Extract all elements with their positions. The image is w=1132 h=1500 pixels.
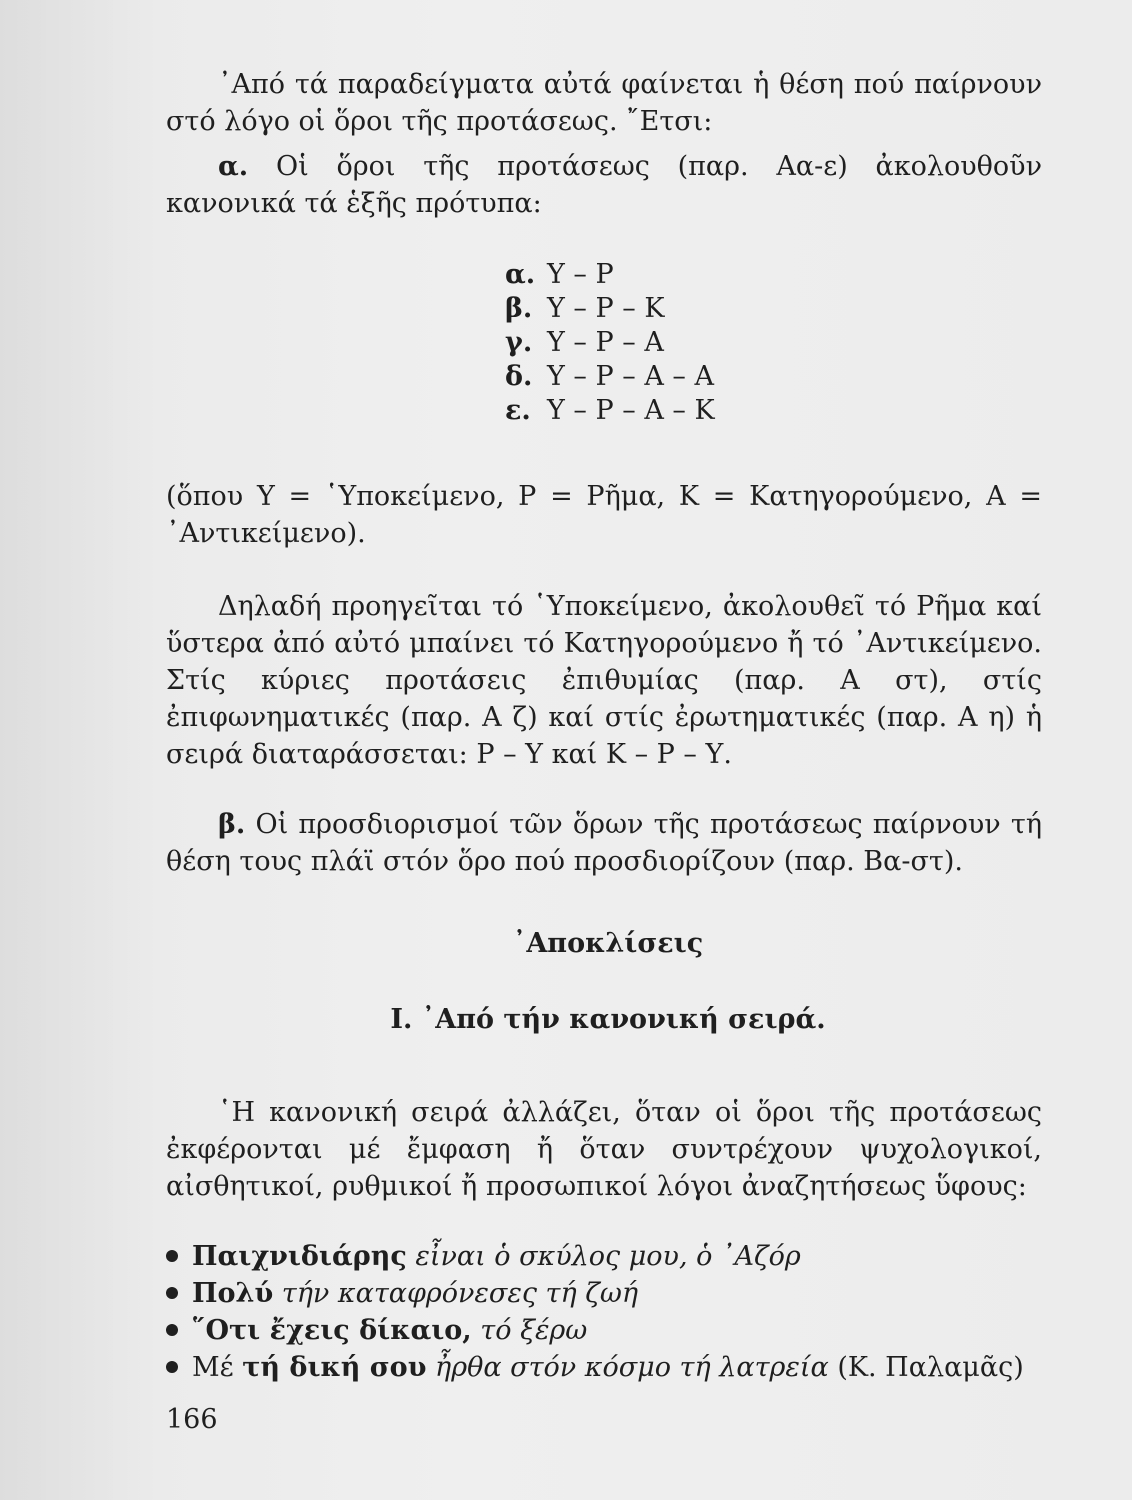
example-italic: εἶναι ὁ σκύλος μου, ὁ ᾿Αζόρ [415,1241,801,1272]
pattern-row [505,292,715,326]
list-item [166,1275,1046,1312]
pattern-text: Υ – Ρ – Α [547,327,664,358]
point-b-paragraph [166,806,1042,880]
example-attribution: (Κ. Παλαμᾶς) [837,1352,1024,1383]
example-bold: Πολύ [192,1278,274,1309]
point-a-text: Οἱ ὅροι τῆς προτάσεως (παρ. Αα-ε) ἀκολουθοῦν κανονικά τά ἑξῆς πρότυπα: [166,151,1042,219]
pattern-row [505,394,715,428]
legend-paragraph: (ὅπου Υ = ῾Υποκείμενο, Ρ = Ρῆμα, Κ = Κατηγορούμενο, Α = ᾿Αντικείμενο). [166,481,1042,549]
pattern-text: Υ – Ρ – Α – Α [547,361,714,392]
example-italic: ἦρθα στόν κόσμο τή λατρεία [435,1352,829,1383]
example-plain: Μέ [192,1352,234,1383]
pattern-text: Υ – Ρ [547,259,614,290]
page-number: 166 [166,1404,218,1435]
point-a-paragraph [166,148,1042,222]
pattern-label: δ. [505,361,533,392]
page-gutter-shadow [0,0,160,1500]
list-item [166,1312,1046,1349]
list-item [166,1238,1046,1275]
list-item [166,1349,1046,1386]
pattern-label: α. [505,259,536,290]
example-list [166,1238,1046,1386]
pattern-text: Υ – Ρ – Κ [547,293,665,324]
pattern-label: ε. [505,395,531,426]
subsection-heading: Ι. ᾿Από τήν κανονική σειρά. [390,1004,826,1035]
example-italic: τήν καταφρόνεσες τή ζωή [281,1278,639,1309]
deviation-paragraph: ῾Η κανονική σειρά ἀλλάζει, ὅταν οἱ ὅροι τῆς προτάσεως ἐκφέρονται μέ ἔμφαση ἤ ὅταν συντρέχουν ψυχολογικοί, αἰσθητικοί, ρυθμικοί ἤ προσωπικοί λόγοι ἀναζητήσεως ὕφους: [166,1097,1042,1202]
example-bold: Παιχνιδιάρης [192,1241,407,1272]
point-a-label: α. [218,151,249,182]
section-heading: ᾿Αποκλίσεις [512,928,704,959]
bullet-icon [166,1287,178,1299]
example-bold: ῞Οτι ἔχεις δίκαιο, [192,1315,472,1346]
pattern-row [505,360,715,394]
example-bold: τή δική σου [242,1352,427,1383]
bullet-icon [166,1250,178,1262]
intro-paragraph: ᾿Από τά παραδείγματα αὐτά φαίνεται ἡ θέση πού παίρνουν στό λόγο οἱ ὅροι τῆς προτάσεως. ῎Ετσι: [166,69,1042,137]
bullet-icon [166,1324,178,1336]
bullet-icon [166,1361,178,1373]
point-b-label: β. [218,809,246,840]
pattern-label: β. [505,293,533,324]
point-b-text: Οἱ προσδιορισμοί τῶν ὅρων τῆς προτάσεως παίρνουν τή θέση τους πλάϊ στόν ὅρο πού προσδιορίζουν (παρ. Βα-στ). [166,809,1042,877]
pattern-list [505,258,715,428]
example-italic: τό ξέρω [480,1315,588,1346]
pattern-row [505,258,715,292]
pattern-text: Υ – Ρ – Α – Κ [547,395,715,426]
explanation-paragraph: Δηλαδή προηγεῖται τό ῾Υποκείμενο, ἀκολουθεῖ τό Ρῆμα καί ὕστερα ἀπό αὐτό μπαίνει τό Κατηγορούμενο ἤ τό ᾿Αντικείμενο. Στίς κύριες προτάσεις ἐπιθυμίας (παρ. Α στ), στίς ἐπιφωνηματικές (παρ. Α ζ) καί στίς ἐρωτηματικές (παρ. Α η) ἡ σειρά διαταράσσεται: Ρ – Υ καί Κ – Ρ – Υ. [166,591,1042,770]
pattern-label: γ. [505,327,533,358]
pattern-row [505,326,715,360]
